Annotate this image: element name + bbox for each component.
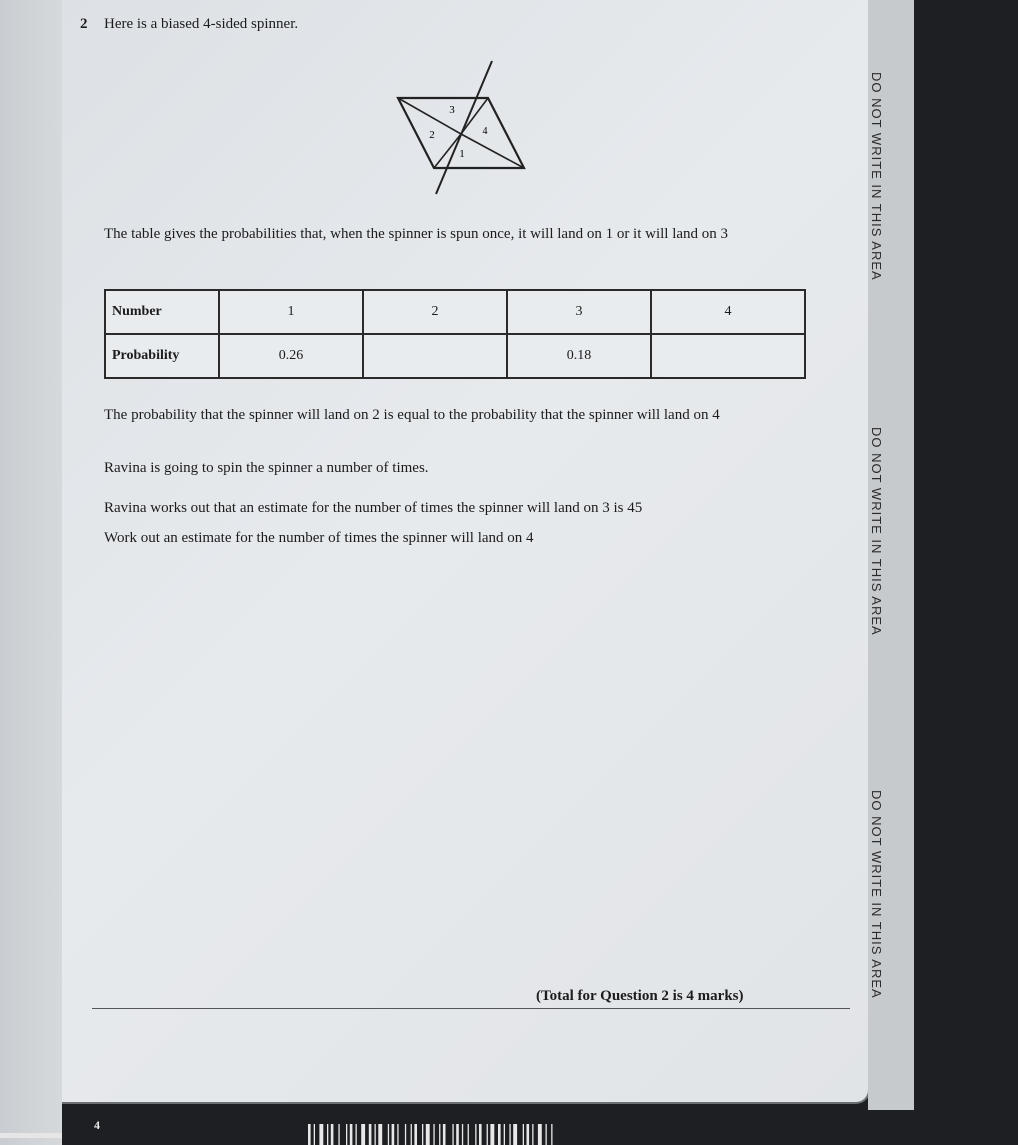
table-row: [105, 334, 805, 378]
barcode-bar: [369, 1124, 372, 1145]
barcode-bar: [356, 1124, 357, 1145]
spinner-label-1: 1: [459, 148, 465, 160]
margin-warning: DO NOT WRITE IN THIS AREA: [869, 72, 884, 281]
barcode-bar: [475, 1124, 476, 1145]
table-cell-blank[interactable]: [363, 334, 507, 378]
barcode-bars: [308, 1124, 553, 1145]
barcode-bar: [361, 1124, 365, 1145]
barcode-bar: [331, 1124, 334, 1145]
table-cell: 4: [651, 290, 805, 334]
table-cell: 0.26: [219, 334, 363, 378]
question-intro: Here is a biased 4-sided spinner.: [104, 16, 299, 32]
total-marks: (Total for Question 2 is 4 marks): [536, 988, 744, 1004]
table-cell-blank[interactable]: [651, 334, 805, 378]
barcode-bar: [487, 1124, 488, 1145]
barcode-bar: [504, 1124, 505, 1145]
row-header-number: Number: [105, 290, 219, 334]
row-header-probability: Probability: [105, 334, 219, 378]
page-left-edge: [0, 0, 62, 1145]
task-text: Work out an estimate for the number of times the spinner will land on 4: [104, 530, 534, 546]
barcode-bar: [439, 1124, 440, 1145]
barcode-bar: [422, 1124, 423, 1145]
spinner-label-3: 3: [449, 104, 455, 116]
table-cell: 3: [507, 290, 651, 334]
barcode-bar: [378, 1124, 382, 1145]
barcode-bar: [546, 1124, 547, 1145]
probability-table: [104, 289, 806, 379]
barcode-bar: [468, 1124, 469, 1145]
barcode-bar: [433, 1124, 434, 1145]
question-number: 2: [80, 16, 88, 32]
barcode-bar: [527, 1124, 530, 1145]
barcode-bar: [350, 1124, 353, 1145]
condition-text: The probability that the spinner will land on 2 is equal to the probability that the spinner will land on 4: [104, 407, 720, 423]
barcode-bar: [452, 1124, 453, 1145]
barcode-bar: [397, 1124, 398, 1145]
table-cell: 0.18: [507, 334, 651, 378]
divider-line: [92, 1008, 850, 1009]
barcode-bar: [479, 1124, 482, 1145]
barcode-bar: [538, 1124, 542, 1145]
barcode-bar: [338, 1124, 339, 1145]
barcode-bar: [513, 1124, 517, 1145]
margin-warning: DO NOT WRITE IN THIS AREA: [869, 790, 884, 999]
barcode-bar: [375, 1124, 376, 1145]
spinner-divider: [434, 134, 461, 168]
barcode-bar: [456, 1124, 459, 1145]
barcode-bar: [308, 1124, 311, 1145]
barcode-bar: [426, 1124, 430, 1145]
table-cell: 1: [219, 290, 363, 334]
barcode-bar: [392, 1124, 395, 1145]
barcode-bar: [346, 1124, 347, 1145]
table-cell: 2: [363, 290, 507, 334]
barcode-bar: [319, 1124, 323, 1145]
barcode-bar: [532, 1124, 533, 1145]
barcode-bar: [314, 1124, 315, 1145]
barcode-bar: [523, 1124, 524, 1145]
barcode-bar: [551, 1124, 552, 1145]
margin-warning: DO NOT WRITE IN THIS AREA: [869, 427, 884, 636]
table-intro: The table gives the probabilities that, when the spinner is spun once, it will land on 1 or it will land on 3: [104, 226, 729, 242]
footer-bar: [0, 1133, 62, 1138]
barcode-bar: [443, 1124, 446, 1145]
spinner-label-4: 4: [482, 126, 488, 137]
barcode: [308, 1124, 638, 1145]
barcode-bar: [411, 1124, 412, 1145]
barcode-bar: [414, 1124, 417, 1145]
barcode-bar: [490, 1124, 494, 1145]
barcode-bar: [498, 1124, 501, 1145]
spinner-diagram: [390, 58, 540, 198]
barcode-bar: [388, 1124, 389, 1145]
statement-1: Ravina is going to spin the spinner a number of times.: [104, 460, 429, 476]
spinner-label-2: 2: [429, 129, 435, 141]
barcode-bar: [405, 1124, 406, 1145]
barcode-bar: [509, 1124, 510, 1145]
statement-2: Ravina works out that an estimate for the number of times the spinner will land on 3 is 45: [104, 500, 643, 516]
barcode-bar: [462, 1124, 463, 1145]
barcode-bar: [327, 1124, 328, 1145]
page-number: 4: [94, 1118, 100, 1132]
table-row: [105, 290, 805, 334]
